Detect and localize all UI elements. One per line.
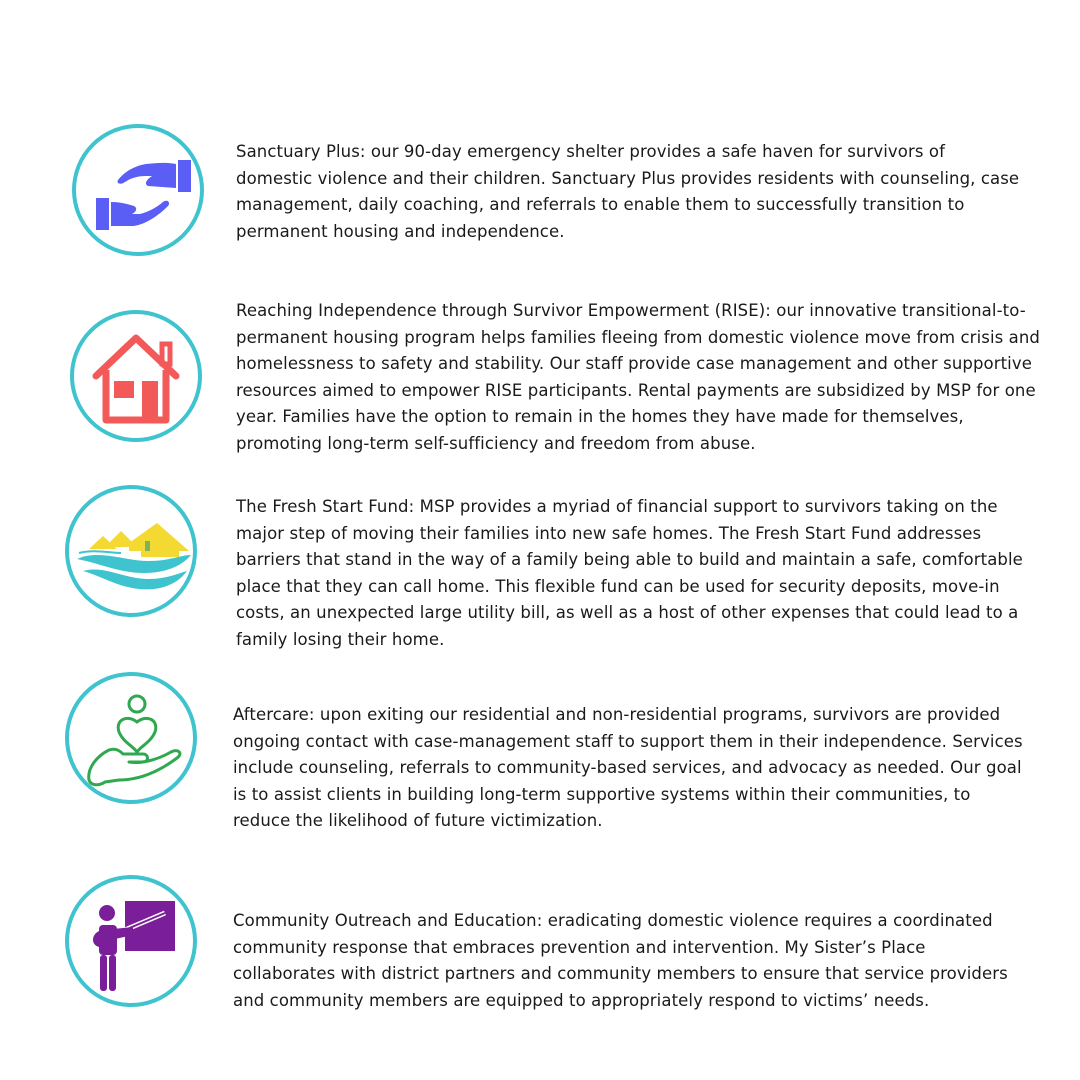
icon-badge (65, 485, 197, 617)
hand-holding-person-icon (69, 676, 193, 800)
program-description: Aftercare: upon exiting our residential and non-residential programs, survivors are provided ongoing contact with case-management staff to support them in their independence. Services include counseling, referrals to community-based services, and advocacy as needed. Our goal is to assist clients in building long-term supportive systems within their communities, to reduce the likelihood of future victimization. (233, 705, 1023, 831)
icon-badge (65, 875, 197, 1007)
program-description: Reaching Independence through Survivor Empowerment (RISE): our innovative transitional-to- permanent housing program helps families fleeing from domestic violence move from crisis and homelessness to safety and stability. Our staff provide case management and other supportive resources aimed to empower RISE participants. Rental payments are subsidized by MSP for one year. Families have the option to remain in the homes they have made for themselves, promoting long-term self-sufficiency and freedom from abuse. (236, 301, 1041, 453)
icon-badge (72, 124, 204, 256)
program-description: The Fresh Start Fund: MSP provides a myriad of financial support to survivors taking on the major step of moving their families into new safe homes. The Fresh Start Fund addresses barriers that stand in the way of a family being able to build and maintain a safe, comfortable place that they can call home. This flexible fund can be used for security deposits, move-in costs, an unexpected large utility bill, as well as a host of other expenses that could lead to a family losing their home. (236, 497, 1023, 649)
teacher-board-icon (69, 879, 193, 1003)
icon-badge (70, 310, 202, 442)
house-icon (74, 314, 198, 438)
icon-badge (65, 672, 197, 804)
helping-hands-icon (76, 128, 200, 252)
houses-waves-icon (69, 489, 193, 613)
program-description: Community Outreach and Education: eradicating domestic violence requires a coordinated community response that embraces prevention and intervention. My Sister’s Place collaborates with district partners and community members to ensure that service providers and community members are equipped to appropriately respond to victims’ needs. (233, 911, 1008, 1010)
program-description: Sanctuary Plus: our 90-day emergency shelter provides a safe haven for survivors of domestic violence and their children. Sanctuary Plus provides residents with counseling, case management, daily coaching, and referrals to enable them to successfully transition to permanent housing and independence. (236, 142, 1020, 241)
